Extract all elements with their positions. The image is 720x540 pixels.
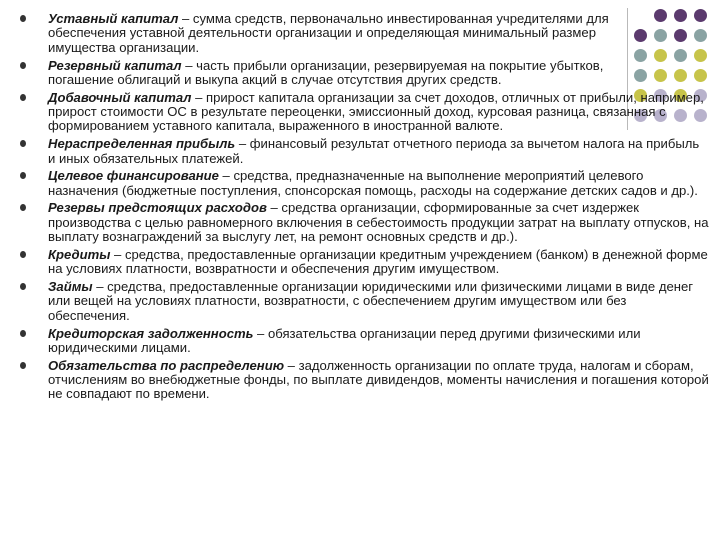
term-name: Резервы предстоящих расходов bbox=[48, 200, 267, 216]
bullet-icon bbox=[20, 140, 26, 147]
term-definition: – средства, предназначенные на выполнение мероприятий целевого назначения (бюджетные поступления, спонсорская помощь, расходы на содержание детских садов и др.). bbox=[48, 168, 698, 198]
bullet-icon bbox=[20, 62, 26, 69]
term-name: Кредиты bbox=[48, 246, 111, 262]
bullet-icon bbox=[20, 15, 26, 22]
term-definition: – обязательства организации перед другими физическими или юридическими лицами. bbox=[48, 325, 641, 355]
list-item bbox=[34, 280, 710, 323]
bullet-icon bbox=[20, 362, 26, 369]
bullet-icon bbox=[20, 283, 26, 290]
list-item bbox=[34, 359, 710, 402]
term-definition: – средства, предоставленные организации юридическими или физическими лицами в виде денег или вещей на условиях платности, возвратности, с обеспечением другим имуществом или без обеспечения. bbox=[48, 278, 694, 323]
term-name: Займы bbox=[48, 278, 93, 294]
term-definition: – прирост капитала организации за счет доходов, отличных от прибыли, например, прирост стоимости ОС в результате переоценки, эмиссионный доход, курсовая разница, связанная с формированием уставного капитала, выраженного в иностранной валюте. bbox=[48, 89, 704, 134]
term-definition: – средства организации, сформированные за счет издержек производства с целью равномерного включения в себестоимость продукции затрат на выплату отпусков, на выплату вознаграждений за выслугу лет, на ремонт основных средств и др.). bbox=[48, 200, 709, 245]
term-name: Обязательства по распределению bbox=[48, 357, 285, 373]
list-item bbox=[34, 248, 710, 277]
term-name: Резервный капитал bbox=[48, 57, 182, 73]
term-definition: – сумма средств, первоначально инвестированная учредителями для обеспечения уставной деятельности организации и определяющая минимальный размер имущества организации. bbox=[48, 11, 609, 55]
term-name: Целевое финансирование bbox=[48, 168, 219, 184]
list-item bbox=[34, 327, 710, 356]
term-name: Уставный капитал bbox=[48, 11, 179, 26]
term-name: Добавочный капитал bbox=[48, 89, 192, 105]
list-item bbox=[34, 59, 710, 88]
term-definition: – часть прибыли организации, резервируемая на покрытие убытков, погашение облигаций и выкупа акций в случае отсутствия других средств. bbox=[48, 57, 604, 87]
bullet-icon bbox=[20, 204, 26, 211]
bullet-icon bbox=[20, 94, 26, 101]
term-name: Нераспределенная прибыль bbox=[48, 136, 236, 152]
bullet-icon bbox=[20, 251, 26, 258]
bullet-icon bbox=[20, 172, 26, 179]
list-item bbox=[34, 169, 710, 198]
list-item bbox=[34, 91, 710, 134]
term-name: Кредиторская задолженность bbox=[48, 325, 254, 341]
term-definition: – задолженность организации по оплате труда, налогам и сборам, отчислениям во внебюджетные фонды, по выплате дивидендов, моменты начисления и погашения которой не совпадают по времени. bbox=[48, 357, 709, 402]
list-item bbox=[34, 12, 710, 55]
list-item bbox=[34, 201, 710, 244]
bullet-icon bbox=[20, 330, 26, 337]
term-definition: – средства, предоставленные организации кредитным учреждением (банком) в денежной форме на условиях платности, возвратности и обеспечения другим имуществом. bbox=[48, 246, 708, 277]
term-definition: – финансовый результат отчетного периода за вычетом налога на прибыль и иных обязательных платежей. bbox=[48, 136, 700, 166]
terms-list bbox=[34, 12, 710, 405]
list-item bbox=[34, 137, 710, 166]
